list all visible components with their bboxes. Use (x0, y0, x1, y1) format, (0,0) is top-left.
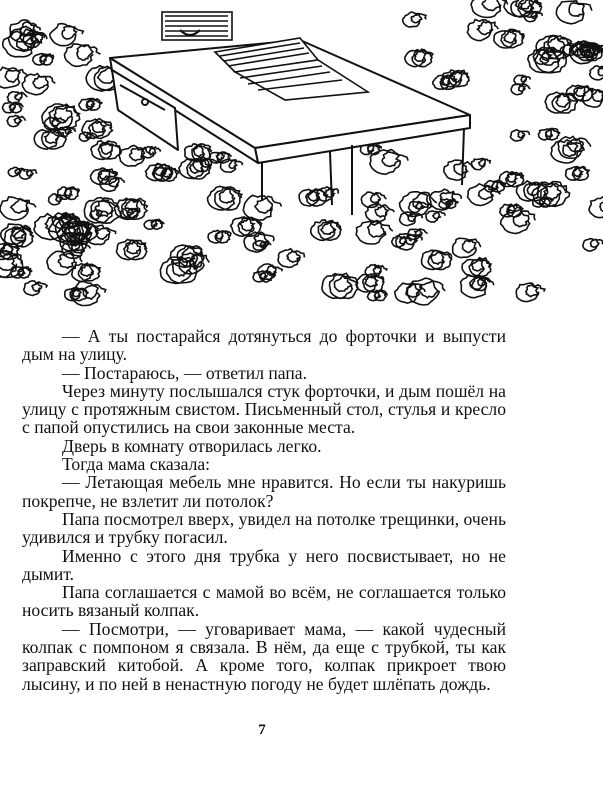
smoke-loop (471, 0, 508, 17)
desk-smoke-illustration (0, 0, 603, 310)
smoke-loop (7, 115, 26, 126)
smoke-loop (405, 49, 433, 66)
smoke-loop (50, 24, 84, 46)
smoke-loop (24, 281, 47, 296)
smoke-loop (583, 239, 603, 252)
smoke-loop (208, 186, 242, 210)
drawer-knob (142, 99, 148, 105)
smoke-loop (400, 212, 423, 226)
page-number: 7 (258, 722, 266, 738)
smoke-loop (11, 267, 32, 278)
smoke-loop (422, 250, 452, 269)
smoke-loop (556, 1, 592, 24)
smoke-loop (317, 187, 339, 201)
smoke-loop (209, 152, 231, 163)
smoke-loop (34, 130, 66, 150)
smoke-loop (8, 167, 24, 176)
smoke-loop (501, 210, 536, 234)
smoke-loop (426, 211, 445, 222)
smoke-loop (0, 67, 28, 88)
smoke-loop (453, 238, 481, 257)
smoke-loop (42, 104, 80, 130)
smoke-loop (590, 66, 603, 80)
smoke-loop (244, 232, 274, 252)
smoke-loop (146, 163, 174, 180)
smoke-loop (278, 249, 304, 268)
paragraph: Тогда мама сказала: (62, 454, 211, 475)
smoke-loop (85, 225, 115, 244)
smoke-loop (494, 29, 524, 48)
smoke-loop (322, 273, 358, 298)
smoke-loop (47, 251, 82, 275)
smoke-loop (461, 275, 494, 298)
smoke-loop (462, 258, 491, 277)
paragraph: — А ты постарайся дотянуться до форточки и выпусти дым на улицу. (22, 326, 506, 365)
paragraph: Папа посмотрел вверх, увидел на потолке трещинки, очень удивился и трубку погасил. (22, 508, 506, 548)
smoke-loop (511, 84, 530, 95)
smoke-loop (356, 221, 393, 245)
smoke-loop (370, 150, 408, 175)
paragraph: — Летающая мебель мне нравится. Но если ты накуришь покрепче, не взлетит ли потолок? (22, 472, 506, 511)
smoke-loop (253, 271, 273, 282)
smoke-loop (57, 187, 79, 200)
paragraph: Папа соглашается с мамой во всём, не соглашается только носить вязаный колпак. (22, 582, 506, 621)
smoke-loop (144, 219, 164, 229)
smoke-loop (299, 189, 327, 206)
smoke-loop (221, 159, 243, 172)
paragraph: Через минуту послышался стук форточки, и дым пошёл на улицу с протяжным свистом. Письменный стол, стулья и кресло с папой опустились на свои законные места. (22, 380, 506, 438)
paragraph: — Посмотри, — уговаривает мама, — какой чудесный колпак с помпоном я связала. В нём, да еще с трубкой, ты как заправский китобой. А кроме того, колпак прикроет твою лысину, и по ней в ненастную погоду не будет шлёпать дождь. (22, 618, 506, 694)
smoke-loop (119, 145, 151, 166)
smoke-loop (589, 197, 603, 218)
smoke-loop (510, 130, 529, 141)
smoke-loop (79, 99, 102, 111)
story-text (22, 327, 506, 693)
smoke-loop (19, 170, 37, 180)
pipe-box-icon (162, 12, 232, 40)
smoke-loop (407, 278, 445, 305)
smoke-loop (365, 265, 387, 278)
smoke-loop (366, 204, 395, 222)
smoke-loop (72, 263, 100, 281)
smoke-loop (516, 283, 545, 301)
smoke-loop (7, 92, 27, 104)
smoke-loop (545, 92, 577, 113)
smoke-loop (444, 160, 475, 180)
smoke-loop (65, 44, 101, 66)
smoke-loop (33, 54, 54, 65)
smoke-loop (65, 288, 88, 301)
paragraph: Дверь в комнату отворилась легко. (62, 435, 322, 456)
smoke-loop (208, 230, 231, 243)
smoke-loop (311, 220, 341, 241)
smoke-loop (91, 141, 121, 160)
smoke-loop (472, 159, 491, 170)
smoke-loop (514, 75, 530, 84)
smoke-loop (539, 128, 560, 140)
smoke-loop (0, 197, 36, 220)
smoke-loop (116, 240, 147, 260)
smoke-loop (58, 127, 76, 136)
smoke-loop (566, 167, 590, 181)
paragraph: Именно с этого дня трубка у него посвистывает, но не дымит. (22, 545, 506, 584)
smoke-loop (403, 12, 427, 27)
paragraph: — Постараюсь, — ответил папа. (62, 362, 307, 383)
